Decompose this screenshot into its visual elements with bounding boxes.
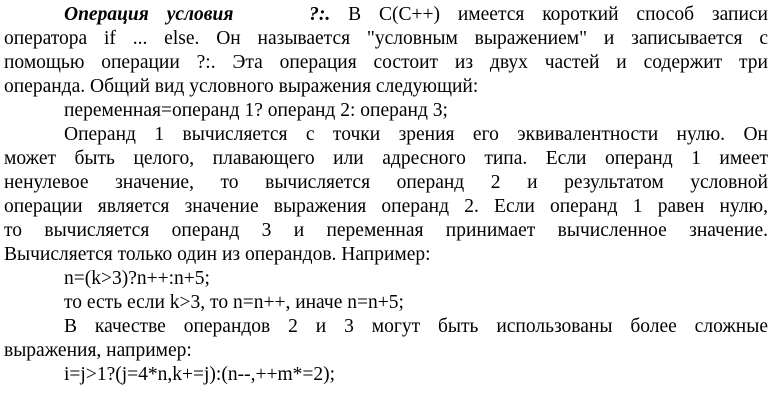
text-segment: В С(С++) имеется короткий способ записи xyxy=(348,4,768,25)
text-line: операнда. Общий вид условного выражения следующий: xyxy=(4,76,479,97)
text-line: выражения, например: xyxy=(4,340,192,361)
text-line: то вычисляется операнд 3 и переменная принимает вычисленное значение. xyxy=(4,220,768,241)
text-line: то есть если k>3, то n=n++, иначе n=n+5; xyxy=(64,292,404,313)
text-line: Операнд 1 вычисляется с точки зрения его эквивалентности нулю. Он xyxy=(64,124,768,145)
text-line: Вычисляется только один из операндов. Например: xyxy=(4,244,431,265)
term-heading: Операция условия xyxy=(64,4,234,25)
text-line: может быть целого, плавающего или адресного типа. Если операнд 1 имеет xyxy=(4,148,768,169)
code-example: i=j>1?(j=4*n,k+=j):(n--,++m*=2); xyxy=(64,364,336,385)
paragraph-1-line-1 xyxy=(64,3,768,27)
text-line: операции является значение выражения операнд 2. Если операнд 1 равен нулю, xyxy=(4,196,768,217)
syntax-line: переменная=операнд 1? операнд 2: операнд 3; xyxy=(64,100,448,121)
text-line: оператора if ... else. Он называется "условным выражением" и записывается с xyxy=(4,28,768,49)
text-line: помощью операции ?:. Эта операция состоит из двух частей и содержит три xyxy=(4,52,768,73)
text-line: ненулевое значение, то вычисляется операнд 2 и результатом условной xyxy=(4,172,768,193)
code-example: n=(k>3)?n++:n+5; xyxy=(64,268,210,289)
operator-symbol: ?:. xyxy=(309,4,331,25)
text-line: В качестве операндов 2 и 3 могут быть использованы более сложные xyxy=(64,316,768,337)
